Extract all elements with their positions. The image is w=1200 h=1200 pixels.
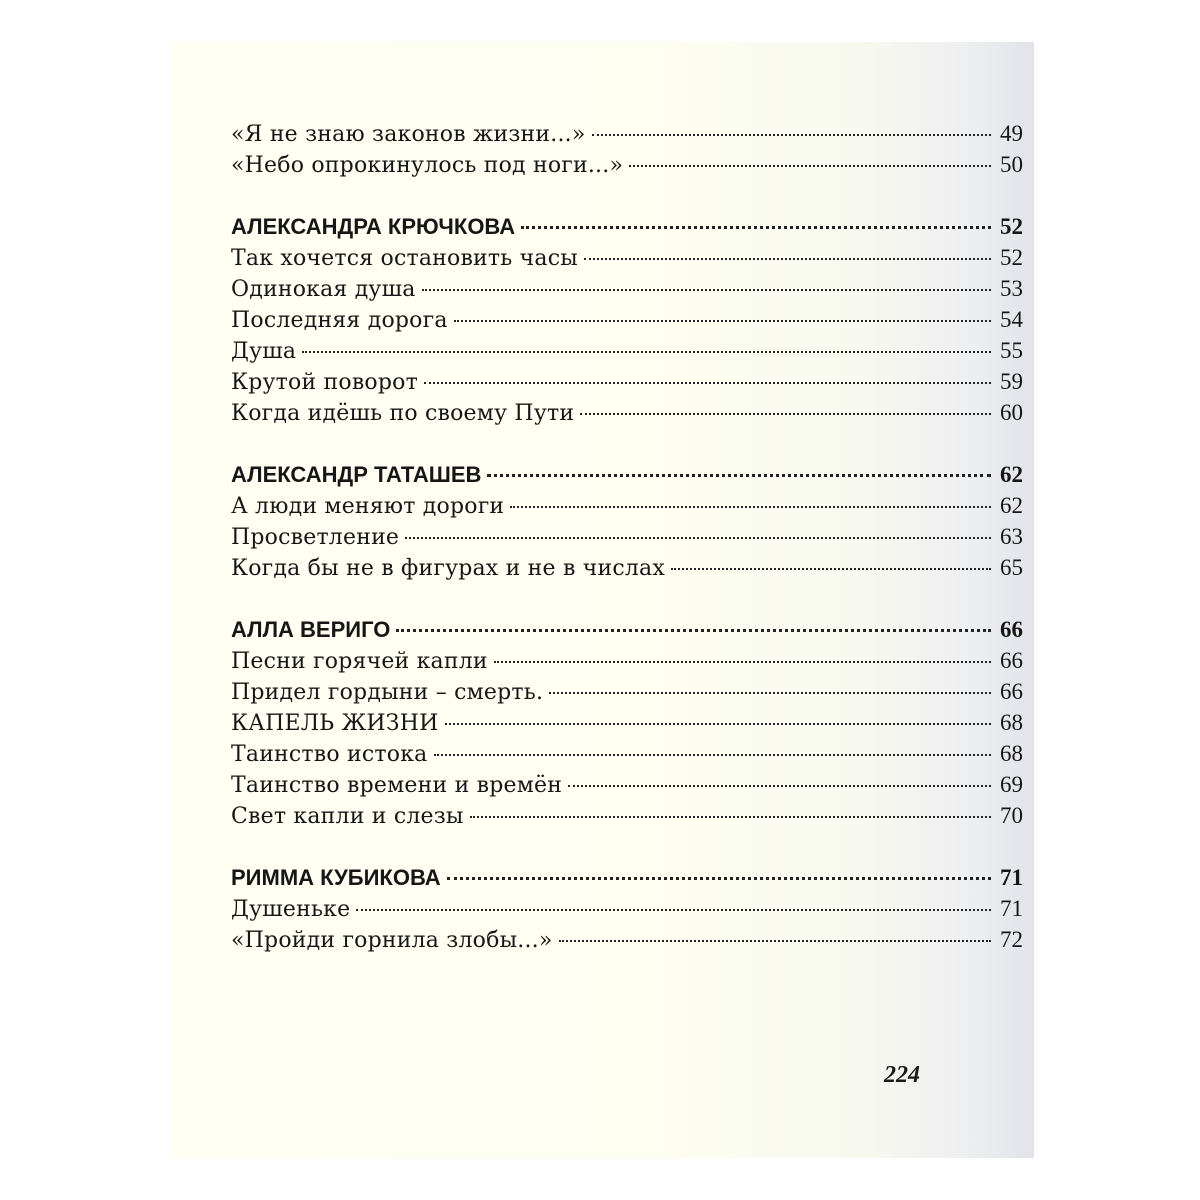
entry-title: Крутой поворот: [231, 370, 418, 395]
dot-leader: [671, 568, 991, 570]
toc-author: [231, 211, 1023, 242]
dot-leader: [487, 474, 991, 477]
entry-title: Последняя дорога: [231, 308, 448, 333]
toc-entry: [231, 521, 1023, 552]
toc-entry: [231, 118, 1023, 149]
entry-title: Таинство времени и времён: [231, 773, 563, 798]
author-page: 62: [1000, 462, 1023, 487]
entry-page: 70: [1000, 803, 1023, 828]
entry-page: 66: [1000, 648, 1023, 673]
dot-leader: [424, 382, 991, 384]
dot-leader: [422, 289, 991, 291]
entry-title: Когда идёшь по своему Пути: [231, 401, 575, 426]
entry-page: 68: [1000, 710, 1023, 735]
toc-entry: [231, 397, 1023, 428]
entry-page: 60: [1000, 400, 1023, 425]
dot-leader: [454, 320, 991, 322]
toc-entry: [231, 738, 1023, 769]
entry-page: 66: [1000, 679, 1023, 704]
entry-page: 68: [1000, 741, 1023, 766]
dot-leader: [568, 785, 991, 787]
toc-author: [231, 862, 1023, 893]
entry-title: Одинокая душа: [231, 277, 416, 302]
toc-entry: [231, 924, 1023, 955]
toc-author: [231, 459, 1023, 490]
toc-entry: [231, 769, 1023, 800]
toc-entry: [231, 645, 1023, 676]
entry-page: 71: [1000, 896, 1023, 921]
table-of-contents: [231, 118, 1023, 986]
toc-entry: [231, 366, 1023, 397]
entry-page: 69: [1000, 772, 1023, 797]
entry-page: 63: [1000, 524, 1023, 549]
entry-page: 49: [1000, 121, 1023, 146]
entry-title: А люди меняют дороги: [231, 494, 505, 519]
toc-entry: [231, 242, 1023, 273]
page-number: 224: [884, 1062, 920, 1088]
entry-title: «Я не знаю законов жизни...»: [231, 122, 586, 147]
toc-entry: [231, 676, 1023, 707]
dot-leader: [521, 226, 991, 229]
author-page: 66: [1000, 617, 1023, 642]
author-name: АЛЕКСАНДРА КРЮЧКОВА: [231, 214, 516, 239]
author-page: 71: [1000, 865, 1023, 890]
entry-title: Придел гордыни – смерть.: [231, 680, 544, 705]
entry-page: 59: [1000, 369, 1023, 394]
entry-title: Когда бы не в фигурах и не в числах: [231, 556, 665, 581]
entry-title: «Пройди горнила злобы...»: [231, 928, 553, 953]
entry-title: Песни горячей капли: [231, 649, 488, 674]
entry-page: 55: [1000, 338, 1023, 363]
dot-leader: [445, 723, 992, 725]
toc-entry: [231, 149, 1023, 180]
entry-page: 52: [1000, 245, 1023, 270]
entry-page: 62: [1000, 493, 1023, 518]
author-name: АЛЛА ВЕРИГО: [231, 617, 391, 642]
entry-title: Душеньке: [231, 897, 351, 922]
entry-page: 50: [1000, 152, 1023, 177]
toc-entry: [231, 707, 1023, 738]
toc-group: [231, 459, 1023, 583]
dot-leader: [302, 351, 991, 353]
toc-entry: [231, 273, 1023, 304]
toc-group: [231, 211, 1023, 428]
entry-title: Душа: [231, 339, 297, 364]
author-page: 52: [1000, 214, 1023, 239]
entry-page: 54: [1000, 307, 1023, 332]
dot-leader: [592, 134, 992, 136]
author-name: РИММА КУБИКОВА: [231, 865, 441, 890]
dot-leader: [434, 754, 992, 756]
dot-leader: [549, 692, 991, 694]
toc-entry: [231, 893, 1023, 924]
author-name: АЛЕКСАНДР ТАТАШЕВ: [231, 462, 482, 487]
entry-title: Так хочется остановить часы: [231, 246, 578, 271]
entry-page: 53: [1000, 276, 1023, 301]
toc-author: [231, 614, 1023, 645]
toc-group: [231, 862, 1023, 955]
toc-entry: [231, 800, 1023, 831]
dot-leader: [356, 909, 991, 911]
dot-leader: [470, 816, 991, 818]
toc-entry: [231, 552, 1023, 583]
dot-leader: [584, 258, 991, 260]
entry-page: 72: [1000, 927, 1023, 952]
dot-leader: [559, 940, 991, 942]
entry-title: Просветление: [231, 525, 400, 550]
toc-entry: [231, 304, 1023, 335]
toc-entry: [231, 490, 1023, 521]
entry-title: Свет капли и слезы: [231, 804, 464, 829]
entry-page: 65: [1000, 555, 1023, 580]
dot-leader: [629, 165, 991, 167]
dot-leader: [494, 661, 991, 663]
entry-title: КАПЕЛЬ ЖИЗНИ: [231, 711, 439, 736]
entry-title: «Небо опрокинулось под ноги...»: [231, 153, 624, 178]
dot-leader: [405, 537, 991, 539]
dot-leader: [510, 506, 991, 508]
dot-leader: [580, 413, 991, 415]
dot-leader: [447, 877, 991, 880]
dot-leader: [396, 629, 991, 632]
entry-title: Таинство истока: [231, 742, 428, 767]
toc-group: [231, 614, 1023, 831]
toc-entry: [231, 335, 1023, 366]
toc-group: [231, 118, 1023, 180]
